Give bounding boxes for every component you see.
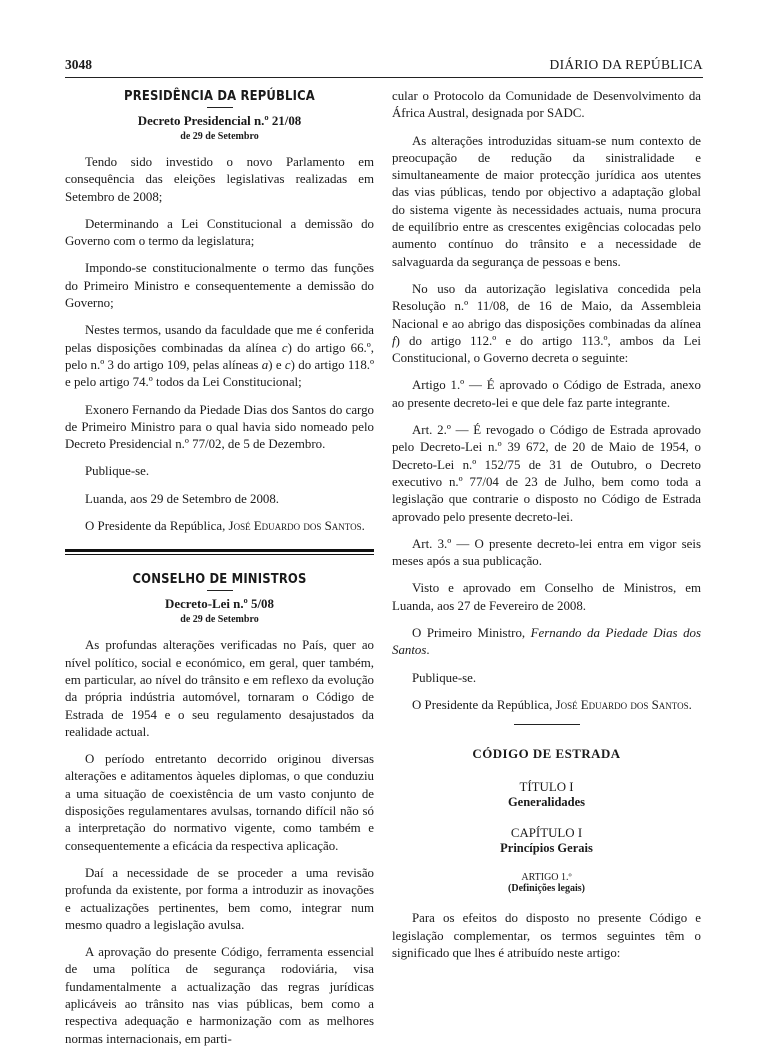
- section-separator-thin: [65, 554, 374, 555]
- artigo-subheading: (Definições legais): [508, 883, 585, 895]
- journal-title: DIÁRIO DA REPÚBLICA: [549, 57, 703, 72]
- paragraph: A aprovação do presente Código, ferramenta essencial de uma política de segurança rodoviária, visa fundamentalmente a actualização das regras jurídicas aplicáveis ao trânsito nas vias públicas, bem como a respectiva adequação e harmonização com as melhores normas internacionais, em parti-: [65, 945, 374, 1046]
- code-title: CÓDIGO DE ESTRADA: [472, 747, 621, 762]
- paragraph: Para os efeitos do disposto no presente Código e legislação complementar, os termos seguintes têm o significado que lhes é atribuído neste artigo:: [392, 911, 701, 960]
- signature-line: O Primeiro Ministro, Fernando da Piedade Dias dos Santos.: [392, 626, 702, 658]
- paragraph: cular o Protocolo da Comunidade de Desenvolvimento da África Austral, designada por SADC.: [392, 89, 701, 121]
- section-separator-thick: [65, 549, 374, 552]
- paragraph: As alterações introduzidas situam-se num contexto de preocupação de redução da sinistralidade e simultaneamente de maior protecção jurídica aos utentes das vias públicas, tendo por objectivo a adaptação global do sistema vigente às necessidades actuais, numa procura de equilíbrio entre as crescentes exigências colocadas pelo aumento contínuo do trânsito e a necessidade de salvaguarda da segurança de pessoas e bens.: [392, 133, 701, 269]
- paragraph: Visto e aprovado em Conselho de Ministros, em Luanda, aos 27 de Fevereiro de 2008.: [392, 581, 701, 613]
- article-paragraph: Art. 2.º — É revogado o Código de Estrada aprovado pelo Decreto-Lei n.º 39 672, de 20 de Maio de 1954, o Decreto-Lei n.º 152/75 de 31 de Outubro, o Decreto executivo n.º 77/04 de 23 de Julho, bem como toda a legislação que contrarie o disposto no Código de Estrada aprovado pelo presente decreto-lei.: [392, 423, 701, 524]
- decree-title: Decreto-Lei n.º 5/08: [165, 597, 274, 612]
- paragraph: Luanda, aos 29 de Setembro de 2008.: [85, 491, 280, 506]
- capitulo-subheading: Princípios Gerais: [500, 841, 593, 856]
- decree-date: de 29 de Setembro: [180, 614, 259, 626]
- paragraph: Exonero Fernando da Piedade Dias dos Santos do cargo de Primeiro Ministro para o qual havia sido nomeado pelo Decreto Presidencial n.º 77/02, de 5 de Dezembro.: [65, 402, 374, 452]
- paragraph: Publique-se.: [412, 670, 477, 685]
- article-paragraph: Artigo 1.º — É aprovado o Código de Estrada, anexo ao presente decreto-lei e que dele faz parte integrante.: [392, 378, 701, 410]
- paragraph: No uso da autorização legislativa concedida pela Resolução n.º 11/08, de 16 de Maio, da Assembleia Nacional e ao abrigo das disposições combinadas da alínea f) do artigo 112.º e do artigo 113.º, ambos da Lei Constitucional, o Governo decreta o seguinte:: [392, 281, 701, 366]
- page-header: [65, 57, 703, 77]
- decree-title: Decreto Presidencial n.º 21/08: [137, 114, 302, 128]
- titulo-subheading: Generalidades: [507, 795, 586, 810]
- section-title-presidencia: PRESIDÊNCIA DA REPÚBLICA: [124, 88, 315, 104]
- section-title-conselho: CONSELHO DE MINISTROS: [132, 571, 307, 588]
- paragraph: Daí a necessidade de se proceder a uma revisão profunda da existente, por forma a introduzir as inovações e actualizações pertinentes, bem como, integrar num mesmo quadro a legislação avulsa.: [65, 865, 374, 932]
- signature-line: O Presidente da República, José Eduardo dos Santos.: [85, 519, 365, 534]
- right-column: [392, 88, 701, 972]
- decree-date: de 29 de Setembro: [180, 131, 259, 142]
- paragraph: Publique-se.: [85, 464, 150, 479]
- article-paragraph: Art. 3.º — O presente decreto-lei entra em vigor seis meses após a sua publicação.: [392, 536, 701, 569]
- paragraph: O período entretanto decorrido originou diversas alterações e aditamentos àqueles diplomas, o que conduziu a uma situação de coexistência de um vasto conjunto de disposições regulamentares avulsas, tornando difícil não só a interpretação do normativo vigente, como também e consequentemente a eficácia da respectiva aplicação.: [65, 752, 374, 853]
- paragraph: Determinando a Lei Constitucional a demissão do Governo com o termo da legislatura;: [65, 216, 374, 249]
- section-divider: [207, 107, 233, 108]
- left-column: [65, 88, 374, 1058]
- section-divider: [207, 590, 233, 591]
- paragraph: Tendo sido investido o novo Parlamento em consequência das eleições legislativas realizadas em Setembro de 2008;: [65, 155, 374, 204]
- paragraph: Nestes termos, usando da faculdade que me é conferida pelas disposições combinadas da alínea c) do artigo 66.º, pelo n.º 3 do artigo 109, pelas alíneas a) e c) do artigo 118.º e pelo artigo 74.º todos da Lei Constitucional;: [65, 323, 374, 390]
- header-rule: [65, 77, 703, 78]
- signatory-name: José Eduardo dos Santos.: [228, 519, 365, 534]
- titulo-heading: TÍTULO I: [519, 780, 574, 795]
- artigo-heading: ARTIGO 1.º: [521, 872, 572, 884]
- signatory-name: Fernando da Piedade Dias dos Santos: [392, 626, 702, 658]
- capitulo-heading: CAPÍTULO I: [510, 826, 583, 841]
- page-number: 3048: [65, 57, 92, 72]
- annex-divider: [514, 724, 580, 725]
- signatory-name: José Eduardo dos Santos.: [555, 697, 692, 712]
- signature-line: O Presidente da República, José Eduardo dos Santos.: [412, 697, 692, 712]
- paragraph: As profundas alterações verificadas no País, quer ao nível político, social e económico, em geral, quer também, em particular, ao nível do trânsito e em reflexo da evolução da própria indústria automóvel, tornaram o Código de Estrada de 1954 e o seu regulamento desajustados da realidade actual.: [65, 638, 374, 739]
- paragraph: Impondo-se constitucionalmente o termo das funções do Primeiro Ministro e consequentemente a demissão do Governo;: [65, 261, 374, 311]
